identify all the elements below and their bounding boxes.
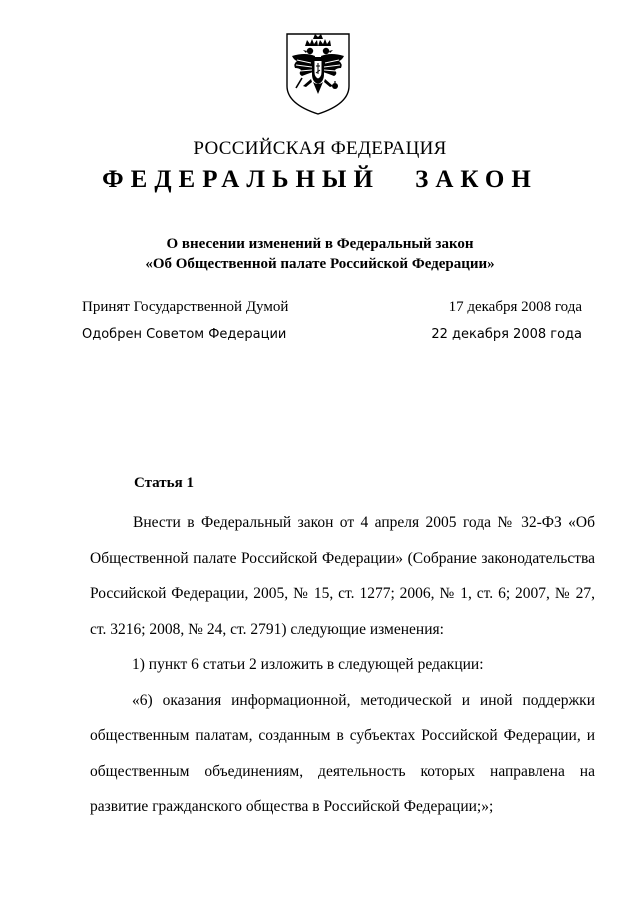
council-approval-date: 22 декабря 2008 года: [431, 327, 582, 342]
russian-coat-of-arms-icon: [285, 30, 351, 116]
duma-adoption-date: 17 декабря 2008 года: [448, 299, 582, 315]
duma-adoption-row: [82, 299, 582, 316]
duma-adoption-label: Принят Государственной Думой: [82, 299, 289, 315]
country-name: РОССИЙСКАЯ ФЕДЕРАЦИЯ: [193, 138, 447, 159]
article-item-1-text: «6) оказания информационной, методической и иной поддержки общественным палатам, созданным в субъектах Российской Федерации, и общественным объединениям, деятельность которых направлена на развитие гражданского общества в Российской Федерации;»;: [90, 691, 595, 815]
council-approval-row: [82, 327, 582, 342]
document-type-title: ФЕДЕРАЛЬНЫЙ ЗАКОН: [102, 166, 538, 193]
article-intro-paragraph: Внести в Федеральный закон от 4 апреля 2005 года № 32-ФЗ «Об Общественной палате Российской Федерации» (Собрание законодательства Российской Федерации, 2005, № 15, ст. 1277; 2006, № 1, ст. 6; 2007, № 27, ст. 3216; 2008, № 24, ст. 2791) следующие изменения:: [90, 514, 595, 638]
council-approval-label: Одобрен Советом Федерации: [82, 327, 287, 342]
article-item-1: 1) пункт 6 статьи 2 изложить в следующей редакции:: [132, 656, 484, 673]
law-title-line-1: О внесении изменений в Федеральный закон: [166, 236, 474, 252]
article-heading: Статья 1: [134, 475, 194, 491]
coat-of-arms-emblem: [285, 30, 351, 116]
article-body: [90, 505, 595, 825]
law-title-line-2: «Об Общественной палате Российской Федерации»: [145, 256, 495, 272]
law-title: [0, 234, 640, 274]
